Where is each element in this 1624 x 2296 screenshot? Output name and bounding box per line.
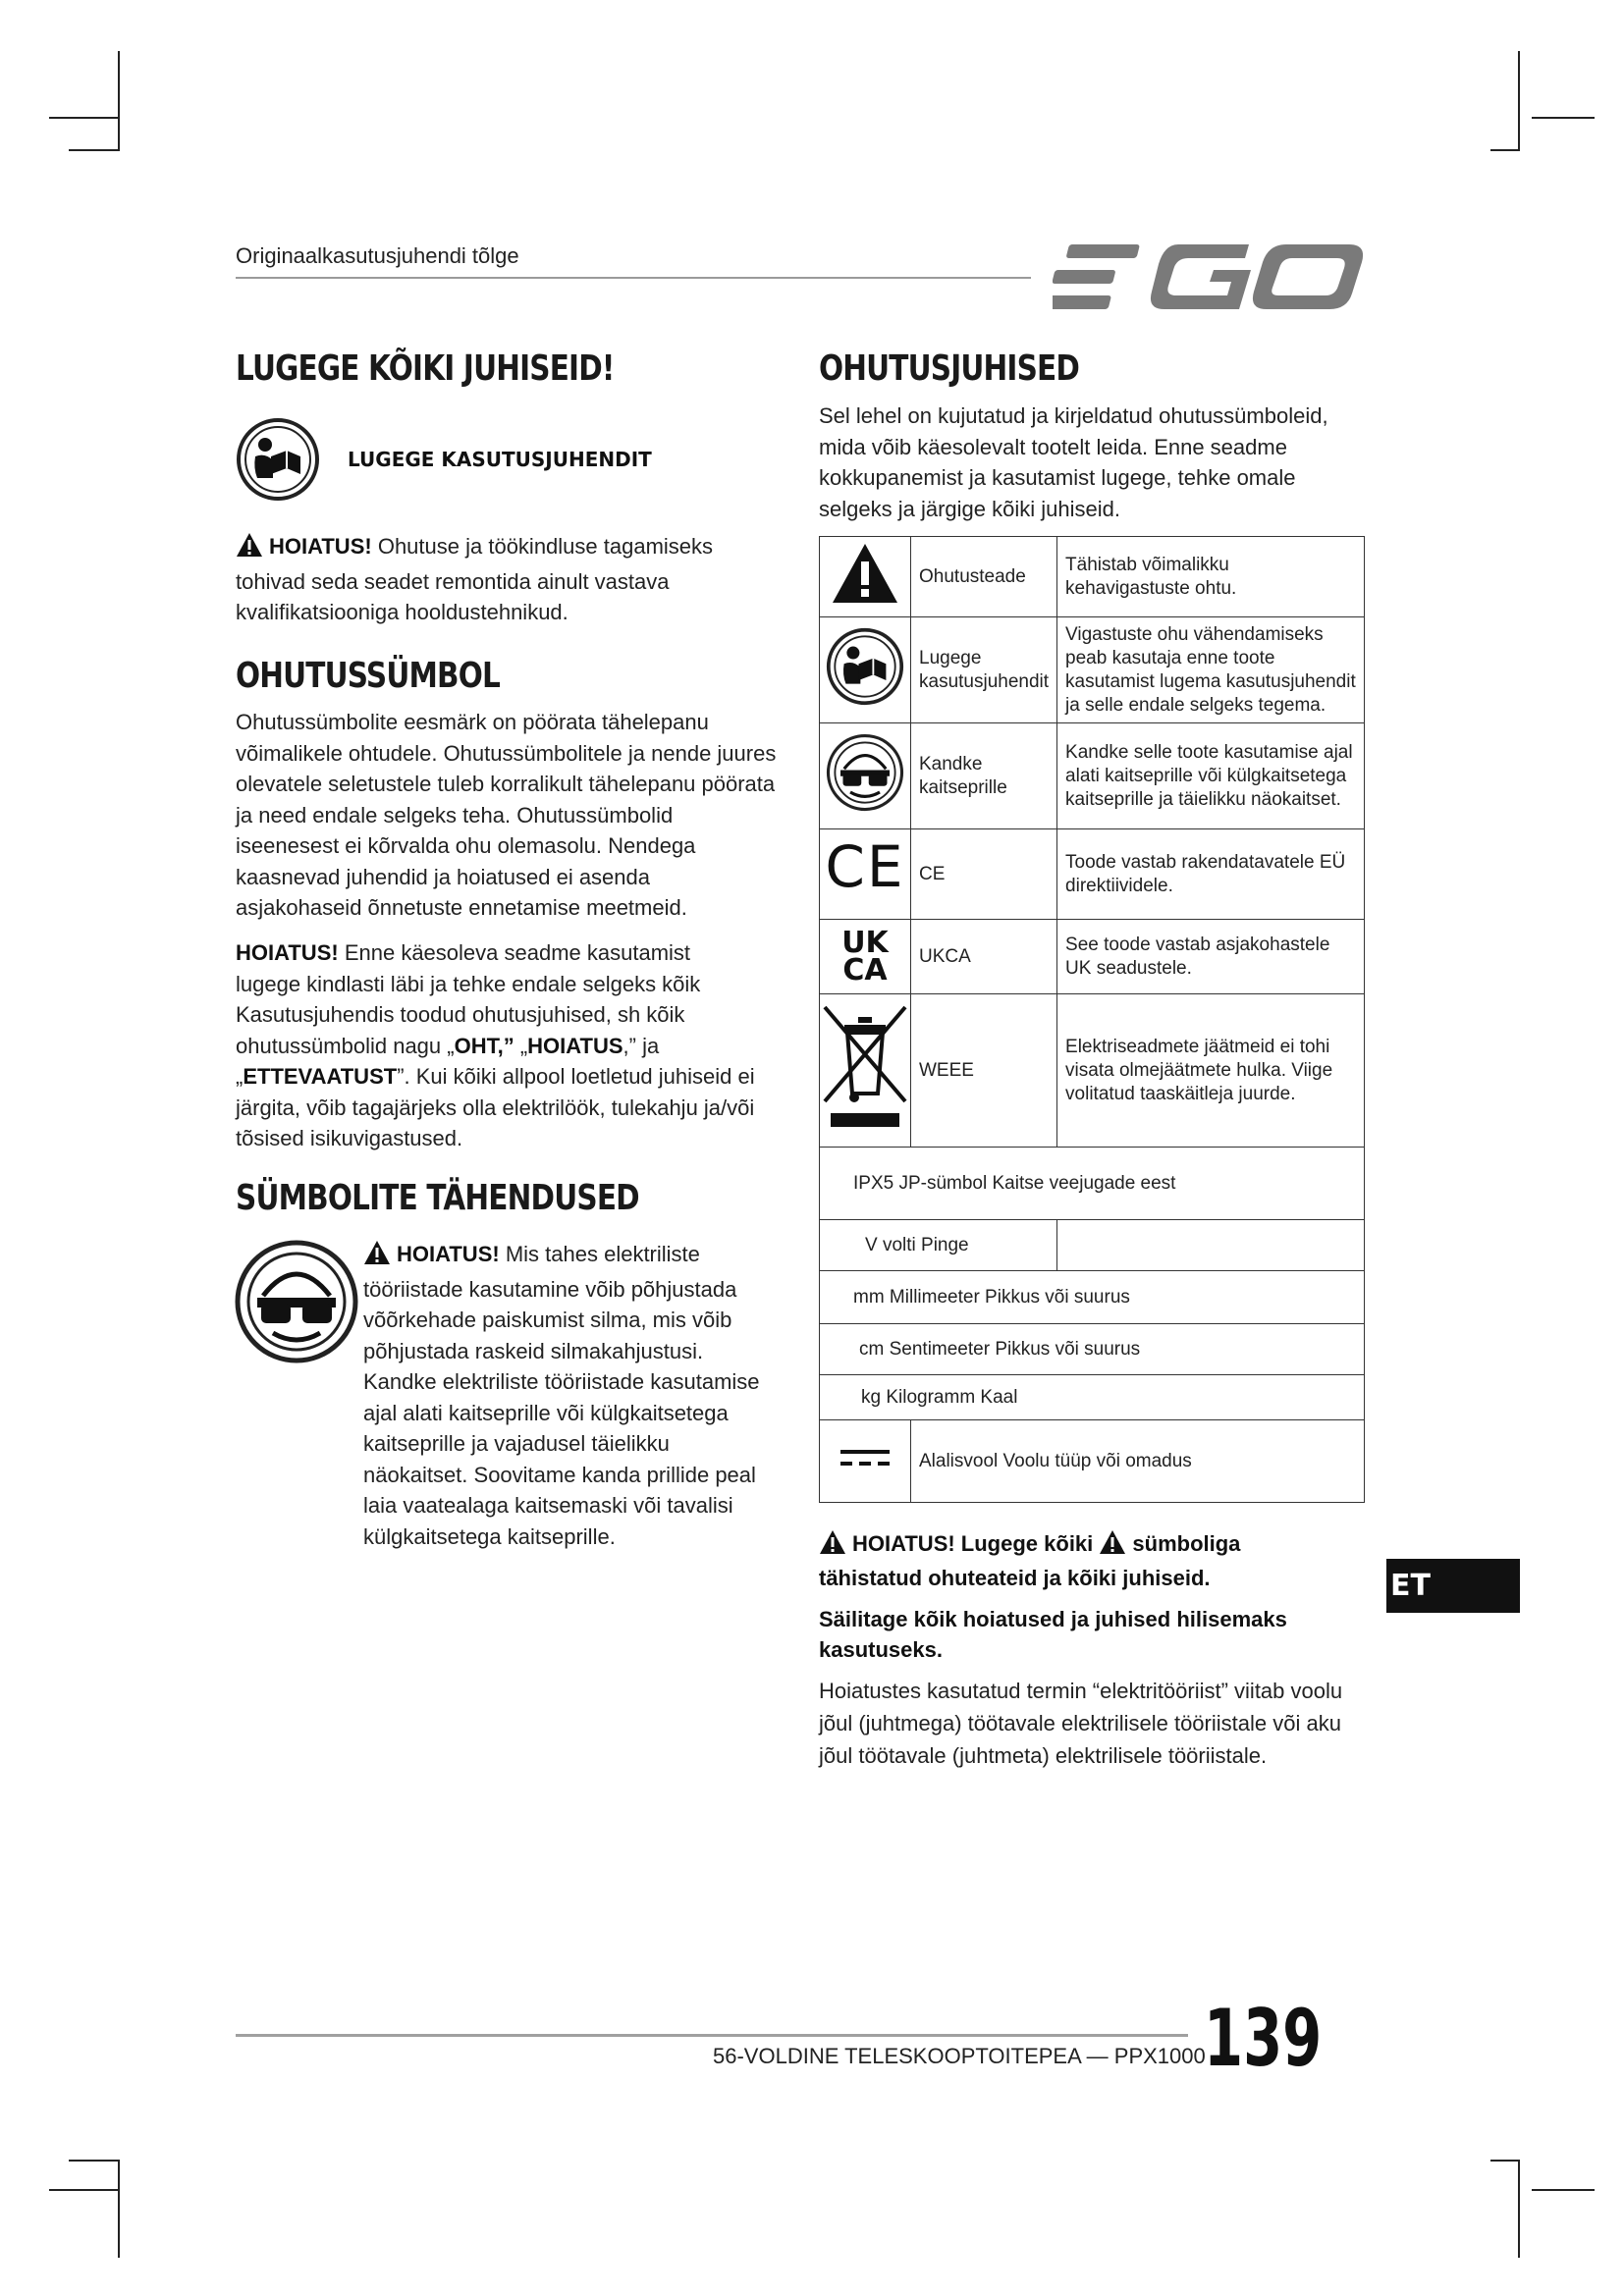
footer-rule [236, 2034, 1188, 2037]
read-manual-icon [236, 417, 320, 502]
signal-word-hoiatus: HOIATUS [527, 1033, 623, 1058]
safety-intro-text: Sel lehel on kujutatud ja kirjeldatud ohutussümboleid, mida võib käesolevalt tootelt leida. Enne seadme kokkupanemist ja kasutamist lugege, tehke omale selgeks ja järgige kõiki juhiseid. [819, 403, 1328, 521]
text-separator: ,” ja „ [236, 1033, 660, 1089]
weee-bin-icon [820, 994, 911, 1148]
crop-mark [118, 2160, 120, 2258]
table-row [820, 994, 1365, 1148]
table-row [820, 537, 1365, 617]
crop-mark [49, 117, 118, 119]
crop-mark [1490, 149, 1520, 151]
ego-logo [1053, 240, 1367, 314]
symbol-name: CE [911, 829, 1057, 920]
direct-current-icon [820, 1420, 911, 1503]
warning-triangle-icon [820, 537, 911, 617]
ukca-mark-icon [820, 920, 911, 994]
symbol-name: UKCA [911, 920, 1057, 994]
warning-triangle-icon [236, 532, 263, 566]
table-row [820, 920, 1365, 994]
read-all-heading: LUGEGE KÕIKI JUHISEID! [236, 348, 615, 389]
merged-symbol-row: V volti Pinge [820, 1220, 1057, 1271]
safety-glasses-icon [234, 1239, 359, 1364]
table-row [820, 1324, 1365, 1375]
symbol-description: Toode vastab rakendatavatele EÜ direktiividele. [1057, 829, 1365, 920]
table-row [820, 723, 1365, 829]
safety-symbol-text: Ohutussümbolite eesmärk on pöörata tähelepanu võimalikele ohtudele. Ohutussümbolitele ja nende juures olevatele seletustele tuleb korralikult tähelepanu pöörata ja need endale selgeks teha. Ohutussümbolid iseenesest ei kõrvalda ohu olemasolu. Nendega kaasnevad juhendid ja hoiatused ei asenda asjakohaseid õnnetuste ennetamise meetmeid. [236, 710, 777, 920]
warning-eye-body: Mis tahes elektriliste tööriistade kasutamine võib põhjustada võõrkehade paiskumist silma, mis võib põhjustada raskeid silmakahjustusi. Kandke elektriliste tööriistade kasutamise ajal alati kaitseprille või külgkaitsetega kaitseprille ja vajadusel täielikku näokaitset. Soovitame kanda prillide peal laia vaatealaga kaitsemaski või tavalisi külgkaitsetega kaitseprille. [363, 1242, 760, 1549]
symbol-description: Kandke selle toote kasutamise ajal alati kaitseprille või külgkaitsetega kaitseprille ja täielikku näokaitset. [1057, 723, 1365, 829]
header-rule [236, 277, 1031, 279]
warning-read-instructions [236, 937, 756, 1154]
merged-symbol-row: kg Kilogramm Kaal [820, 1375, 1365, 1420]
symbol-table [819, 536, 1365, 1503]
table-row [820, 1271, 1365, 1324]
ukca-mark-line2: CA [842, 952, 888, 988]
symbol-description: Tähistab võimalikku kehavigastuste ohtu. [1057, 537, 1365, 617]
warning-label: HOIATUS! [269, 534, 372, 559]
table-row [820, 1148, 1365, 1220]
safety-glasses-icon [820, 723, 911, 829]
signal-word-ettevaatust: ETTEVAATUST [243, 1064, 398, 1089]
crop-mark [1532, 117, 1595, 119]
safety-instructions-heading: OHUTUSJUHISED [819, 348, 1080, 389]
symbol-name: Kandke kaitseprille [911, 723, 1057, 829]
table-row [820, 1420, 1365, 1503]
warning-text: Enne käesoleva seadme kasutamist lugege kindlasti läbi ja tehke endale selgeks kõik Kasutusjuhendis toodud ohutusjuhised, sh kõik ohutussümbolid nagu „ [236, 940, 701, 1058]
crop-mark [69, 2160, 120, 2162]
merged-symbol-row: cm Sentimeeter Pikkus või suurus [820, 1324, 1365, 1375]
symbol-name: Ohutusteade [911, 537, 1057, 617]
merged-symbol-row: mm Millimeeter Pikkus või suurus [820, 1271, 1365, 1324]
footer-product-name: 56-VOLDINE TELESKOOPTOITEPEA — PPX1000 [713, 2044, 1206, 2068]
warning-label: HOIATUS! [397, 1242, 500, 1266]
crop-mark [49, 2189, 118, 2191]
warning-eye-protection [363, 1239, 780, 1552]
header-subtitle: Originaalkasutusjuhendi tõlge [236, 243, 519, 268]
crop-mark [1518, 2160, 1520, 2258]
warning-triangle-icon [1099, 1529, 1126, 1563]
symbol-description: See toode vastab asjakohastele UK seadustele. [1057, 920, 1365, 994]
ce-mark-icon [820, 829, 911, 920]
crop-mark [118, 51, 120, 151]
symbol-description: Vigastuste ohu vähendamiseks peab kasutaja enne toote kasutamist lugema kasutusjuhendit ja selle endale selgeks tegema. [1057, 617, 1365, 723]
crop-mark [1532, 2189, 1595, 2191]
warning-triangle-icon [819, 1529, 846, 1563]
crop-mark [1518, 51, 1520, 151]
language-tab: ET [1386, 1559, 1520, 1613]
warning-label: HOIATUS! [236, 940, 339, 965]
merged-symbol-row: Alalisvool Voolu tüüp või omadus [911, 1420, 1365, 1503]
warning-text: sümboliga tähistatud ohuteateid ja kõiki juhiseid. [819, 1531, 1241, 1590]
signal-word-oht: OHT,” [454, 1033, 514, 1058]
empty-cell [1057, 1220, 1365, 1271]
keep-instructions-text: Säilitage kõik hoiatused ja juhised hilisemaks kasutuseks. [819, 1607, 1287, 1662]
merged-symbol-row: IPX5 JP-sümbol Kaitse veejugade eest [820, 1148, 1365, 1220]
crop-mark [1490, 2160, 1520, 2162]
symbol-name: WEEE [911, 994, 1057, 1148]
table-row [820, 829, 1365, 920]
crop-mark [69, 149, 120, 151]
safety-symbol-heading: OHUTUSSÜMBOL [236, 656, 500, 696]
warning-read-all-symbols [819, 1528, 1329, 1593]
table-row [820, 1220, 1365, 1271]
table-row [820, 1375, 1365, 1420]
warning-service-text [236, 531, 785, 628]
warning-text: HOIATUS! Lugege kõiki [852, 1531, 1094, 1556]
read-manual-label: LUGEGE KASUTUSJUHENDIT [348, 448, 652, 471]
text-separator: „ [514, 1033, 528, 1058]
warning-triangle-icon [363, 1240, 391, 1274]
symbol-name: Lugege kasutusjuhendit [911, 617, 1057, 723]
read-manual-icon [820, 617, 911, 723]
ukca-mark-line1: UK [841, 925, 889, 960]
warning-service-body: Ohutuse ja töökindluse tagamiseks tohivad seda seadet remontida ainult vastava kvalifikatsiooniga hooldustehnikud. [236, 534, 714, 624]
symbol-description: Elektriseadmete jäätmeid ei tohi visata olmejäätmete hulka. Viige volitatud taaskäitleja juurde. [1057, 994, 1365, 1148]
ce-mark-text: CE [825, 833, 905, 900]
page-number: 139 [1204, 1993, 1323, 2084]
power-tool-term-text: Hoiatustes kasutatud termin “elektritööriist” viitab voolu jõul (juhtmega) töötavale elektrilisele tööriistale või aku jõul töötavale (juhtmeta) elektrilisele tööriistale. [819, 1679, 1343, 1768]
warning-text: ”. Kui kõiki allpool loetletud juhiseid ei järgita, võib tagajärjeks olla elektrilöök, tulekahju ja/või tõsised isikuvigastused. [236, 1064, 755, 1150]
table-row [820, 617, 1365, 723]
symbol-meanings-heading: SÜMBOLITE TÄHENDUSED [236, 1178, 639, 1218]
